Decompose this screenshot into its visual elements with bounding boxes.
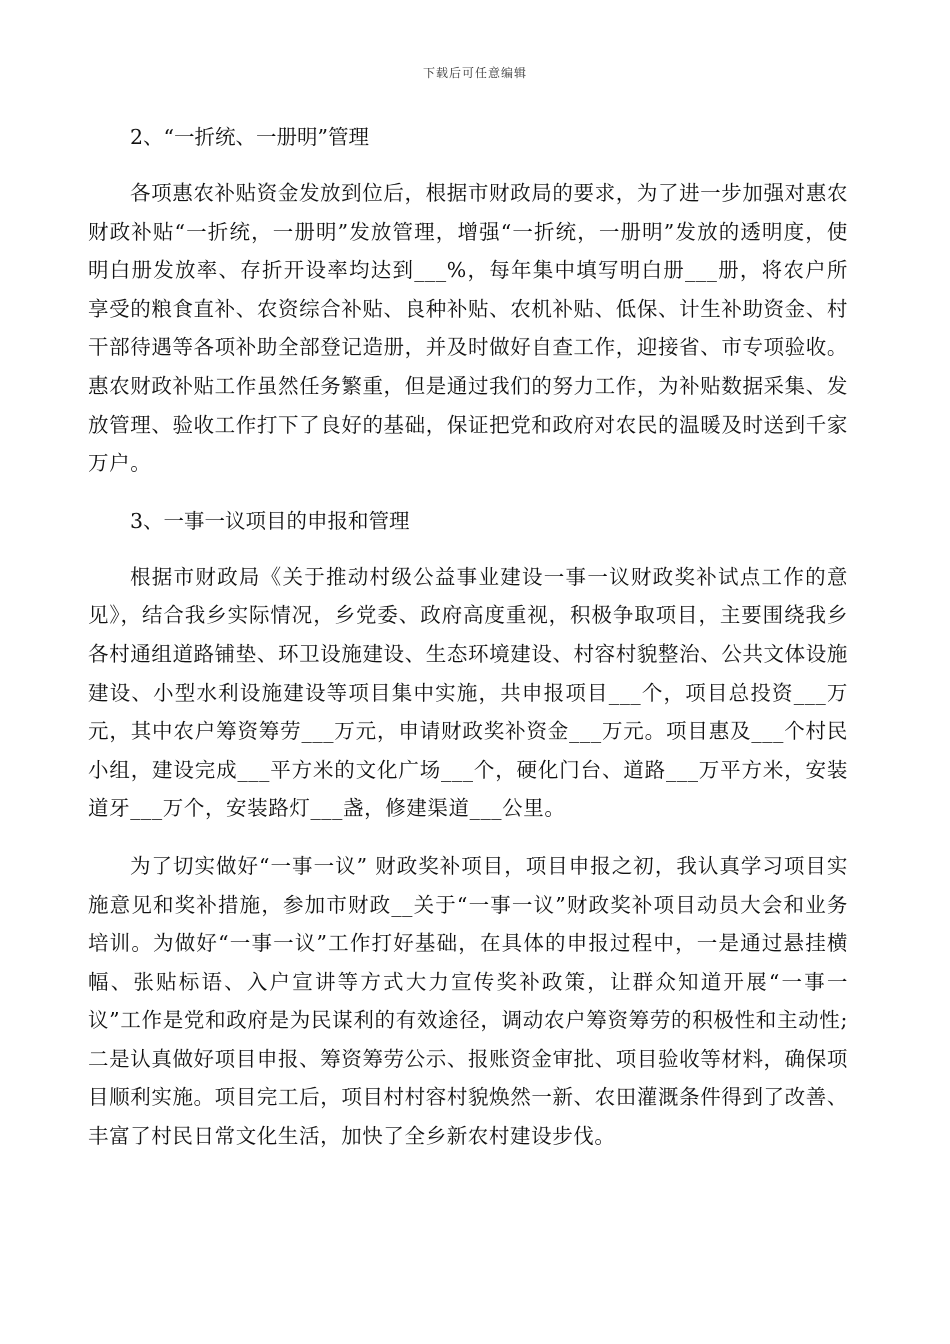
paragraph-subsidy-management: 各项惠农补贴资金发放到位后，根据市财政局的要求，为了进一步加强对惠农财政补贴“一折统，一册明”发放管理，增强“一折统，一册明”发放的透明度，使明白册发放率、存折开设率均达到___%，每年集中填写明白册___册，将农户所享受的粮食直补、农资综合补贴、良种补贴、农机补贴、低保、计生补助资金、村干部待遇等各项补助全部登记造册，并及时做好自查工作，迎接省、市专项验收。惠农财政补贴工作虽然任务繁重，但是通过我们的努力工作，为补贴数据采集、发放管理、验收工作打下了良好的基础，保证把党和政府对农民的温暖及时送到千家万户。 [88,181,848,476]
paragraph-project-implementation: 为了切实做好“一事一议” 财政奖补项目，项目申报之初，我认真学习项目实施意见和奖补措施，参加市财政__关于“一事一议”财政奖补项目动员大会和业务培训。为做好“一事一议”工作打好基础，在具体的申报过程中，一是通过悬挂横幅、张贴标语、入户宣讲等方式大力宣传奖补政策，让群众知道开展“一事一议”工作是党和政府是为民谋利的有效途径，调动农户筹资筹劳的积极性和主动性;二是认真做好项目申报、筹资筹劳公示、报账资金审批、项目验收等材料，确保项目顺利实施。项目完工后，项目村村容村貌焕然一新、农田灌溉条件得到了改善、丰富了村民日常文化生活，加快了全乡新农村建设步伐。 [88,853,848,1149]
section-heading-3: 3、一事一议项目的申报和管理 [130,508,410,533]
page-header-note: 下载后可任意编辑 [422,66,527,80]
document-body [88,118,848,1156]
spacer [88,483,848,502]
spacer [88,540,848,558]
spacer [88,156,848,174]
section-heading-2: 2、“一折统、一册明”管理 [130,125,370,149]
paragraph-project-overview: 根据市财政局《关于推动村级公益事业建设一事一议财政奖补试点工作的意见》，结合我乡实际情况，乡党委、政府高度重视，积极争取项目，主要围绕我乡各村通组道路铺垫、环卫设施建设、生态环境建设、村容村貌整治、公共文体设施建设、小型水利设施建设等项目集中实施，共申报项目___个，项目总投资___万元，其中农户筹资筹劳___万元，申请财政奖补资金___万元。项目惠及___个村民小组，建设完成___平方米的文化广场___个，硬化门台、道路___万平方米，安装道牙___万个，安装路灯___盏，修建渠道___公里。 [88,564,848,821]
spacer [88,828,848,847]
